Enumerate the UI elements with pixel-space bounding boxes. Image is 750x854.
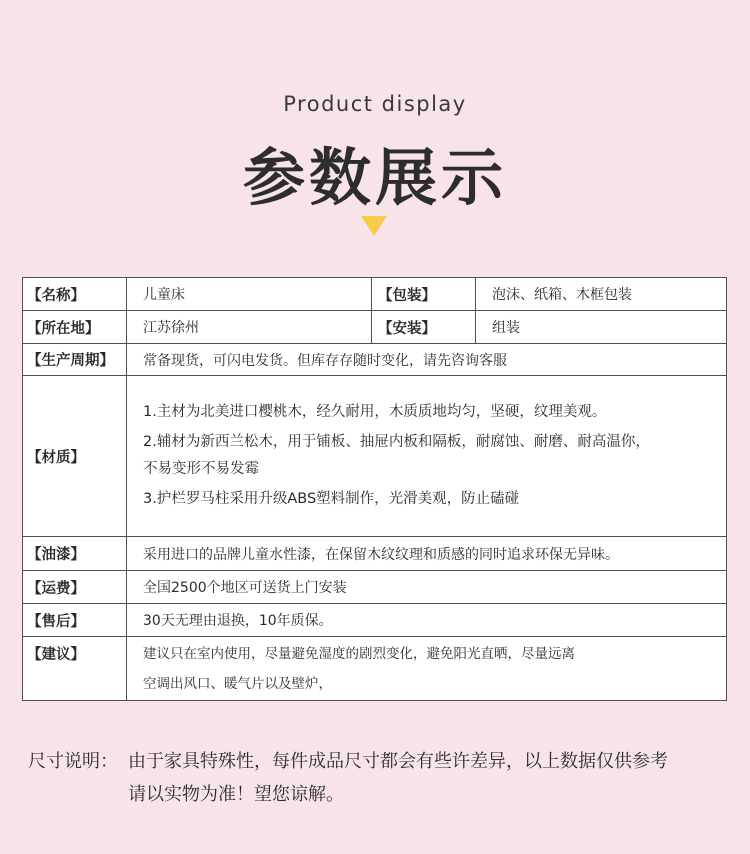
install-label: 【安装】 bbox=[372, 311, 476, 344]
table-row bbox=[23, 604, 727, 637]
size-note-line1 bbox=[28, 745, 668, 778]
name-label: 【名称】 bbox=[23, 278, 127, 311]
location-label: 【所在地】 bbox=[23, 311, 127, 344]
size-note bbox=[28, 745, 668, 811]
install-value: 组装 bbox=[476, 311, 727, 344]
table-row bbox=[23, 344, 727, 376]
table-row bbox=[23, 571, 727, 604]
name-value: 儿童床 bbox=[127, 278, 372, 311]
material-label: 【材质】 bbox=[23, 376, 127, 537]
material-line: 不易变形不易发霉 bbox=[143, 461, 259, 477]
shipping-label: 【运费】 bbox=[23, 571, 127, 604]
package-value: 泡沫、纸箱、木框包装 bbox=[476, 278, 727, 311]
aftersale-label: 【售后】 bbox=[23, 604, 127, 637]
cycle-value: 常备现货，可闪电发货。但库存存随时变化，请先咨询客服 bbox=[127, 344, 727, 376]
location-value: 江苏徐州 bbox=[127, 311, 372, 344]
shipping-value: 全国2500个地区可送货上门安装 bbox=[127, 571, 727, 604]
size-note-label: 尺寸说明： bbox=[28, 751, 118, 772]
size-note-line2: 请以实物为准！望您谅解。 bbox=[128, 784, 344, 805]
section-subtitle: Product display bbox=[283, 92, 467, 116]
table-row bbox=[23, 537, 727, 571]
material-line: 1.主材为北美进口樱桃木，经久耐用，木质质地均匀，坚硬，纹理美观。 bbox=[143, 404, 607, 420]
advice-value bbox=[127, 637, 727, 701]
size-note-text: 由于家具特殊性，每件成品尺寸都会有些许差异，以上数据仅供参考 bbox=[128, 751, 668, 772]
cycle-label: 【生产周期】 bbox=[23, 344, 127, 376]
paint-label: 【油漆】 bbox=[23, 537, 127, 571]
material-line: 3.护栏罗马柱采用升级ABS塑料制作，光滑美观，防止磕碰 bbox=[143, 491, 520, 507]
table-row bbox=[23, 278, 727, 311]
section-title: 参数展示 bbox=[242, 141, 507, 214]
table-row bbox=[23, 376, 727, 537]
down-triangle-icon bbox=[361, 216, 387, 236]
material-line: 2.辅材为新西兰松木，用于铺板、抽屉内板和隔板，耐腐蚀、耐磨、耐高温你， bbox=[143, 434, 650, 450]
advice-line: 建议只在室内使用，尽量避免湿度的剧烈变化，避免阳光直晒，尽量远离 bbox=[143, 645, 575, 662]
aftersale-value: 30天无理由退换，10年质保。 bbox=[127, 604, 727, 637]
table-row bbox=[23, 311, 727, 344]
advice-label: 【建议】 bbox=[23, 637, 127, 701]
material-value bbox=[127, 376, 727, 537]
advice-line: 空调出风口、暖气片以及壁炉， bbox=[143, 675, 332, 692]
paint-value: 采用进口的品牌儿童水性漆，在保留木纹纹理和质感的同时追求环保无异味。 bbox=[127, 537, 727, 571]
spec-table bbox=[22, 277, 727, 701]
package-label: 【包装】 bbox=[372, 278, 476, 311]
table-row bbox=[23, 637, 727, 701]
